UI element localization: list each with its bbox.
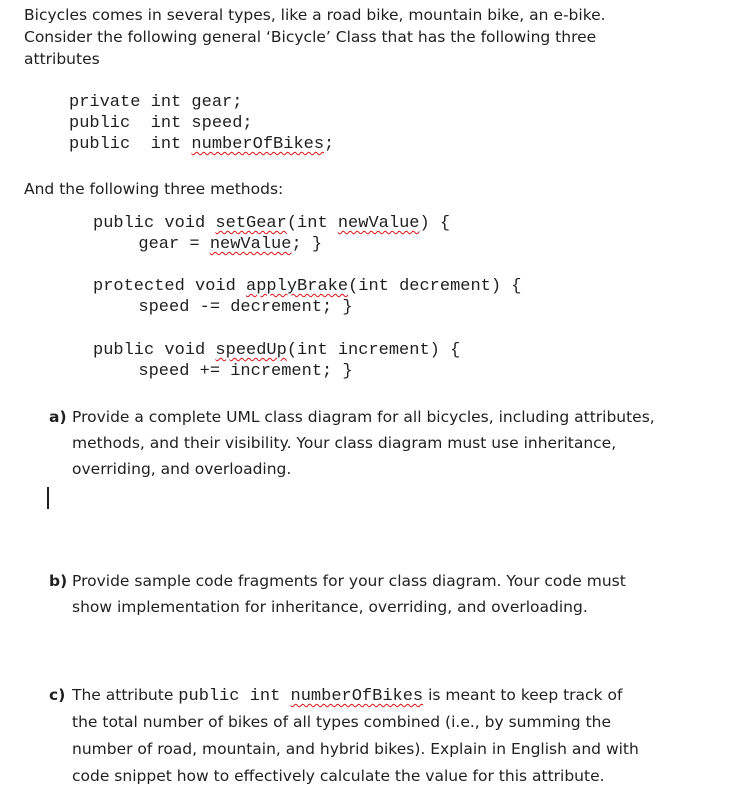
- question-b-line-2: show implementation for inheritance, overriding, and overloading.: [72, 598, 588, 616]
- intro-line-2: Consider the following general ‘Bicycle’ Class that has the following three: [24, 28, 597, 46]
- code-identifier: newValue: [209, 235, 292, 254]
- question-a-label: a): [49, 408, 67, 426]
- question-b-line-1: Provide sample code fragments for your class diagram. Your code must: [72, 572, 626, 590]
- question-c-line-3: number of road, mountain, and hybrid bikes). Explain in English and with: [72, 740, 639, 758]
- code-text: public int: [69, 135, 192, 154]
- question-c-label: c): [49, 686, 66, 704]
- question-a-line-1: Provide a complete UML class diagram for all bicycles, including attributes,: [72, 408, 655, 426]
- code-text: public void: [93, 214, 216, 233]
- method-speed-up-signature: [93, 340, 460, 361]
- attribute-number-of-bikes: [69, 134, 334, 155]
- code-text: public int: [69, 114, 192, 133]
- code-identifier: setGear: [215, 214, 287, 233]
- question-c-line-4: code snippet how to effectively calculate the value for this attribute.: [72, 767, 605, 785]
- code-identifier: numberOfBikes: [191, 135, 325, 154]
- code-identifier: newValue: [337, 214, 420, 233]
- code-text: (int decrement) {: [348, 277, 522, 296]
- code-text: ;: [324, 135, 335, 154]
- inline-code: public int: [178, 687, 291, 706]
- code-text: gear =: [118, 235, 210, 254]
- question-c-line-2: the total number of bikes of all types combined (i.e., by summing the: [72, 713, 612, 731]
- methods-intro: And the following three methods:: [24, 180, 284, 198]
- question-text: The attribute: [72, 686, 179, 704]
- question-text: is meant to keep track of: [423, 686, 623, 704]
- code-text: (int: [286, 214, 338, 233]
- code-text: ; }: [291, 235, 323, 254]
- text-cursor[interactable]: [47, 487, 49, 509]
- method-speed-up-body: speed += increment; }: [118, 362, 353, 381]
- code-text: (int increment) {: [286, 341, 461, 360]
- inline-code-identifier: numberOfBikes: [290, 687, 424, 706]
- method-apply-brake-body: speed -= decrement; }: [118, 298, 353, 317]
- method-set-gear-body: [118, 234, 322, 255]
- code-text: speed;: [191, 114, 253, 133]
- code-text: ) {: [419, 214, 451, 233]
- code-identifier: speedUp: [215, 341, 287, 360]
- intro-line-1: Bicycles comes in several types, like a road bike, mountain bike, an e-bike.: [24, 6, 606, 24]
- question-b-label: b): [49, 572, 68, 590]
- question-c-line-1: [72, 682, 622, 711]
- attribute-gear: private int gear;: [69, 93, 243, 112]
- intro-line-3: attributes: [24, 50, 100, 68]
- method-set-gear-signature: [93, 213, 450, 234]
- code-text: protected void: [93, 277, 247, 296]
- method-apply-brake-signature: [93, 276, 522, 297]
- question-a-line-2: methods, and their visibility. Your class diagram must use inheritance,: [72, 434, 617, 452]
- code-text: public void: [93, 341, 216, 360]
- code-identifier: applyBrake: [246, 277, 349, 296]
- question-a-line-3: overriding, and overloading.: [72, 460, 292, 478]
- attribute-speed: [69, 113, 253, 134]
